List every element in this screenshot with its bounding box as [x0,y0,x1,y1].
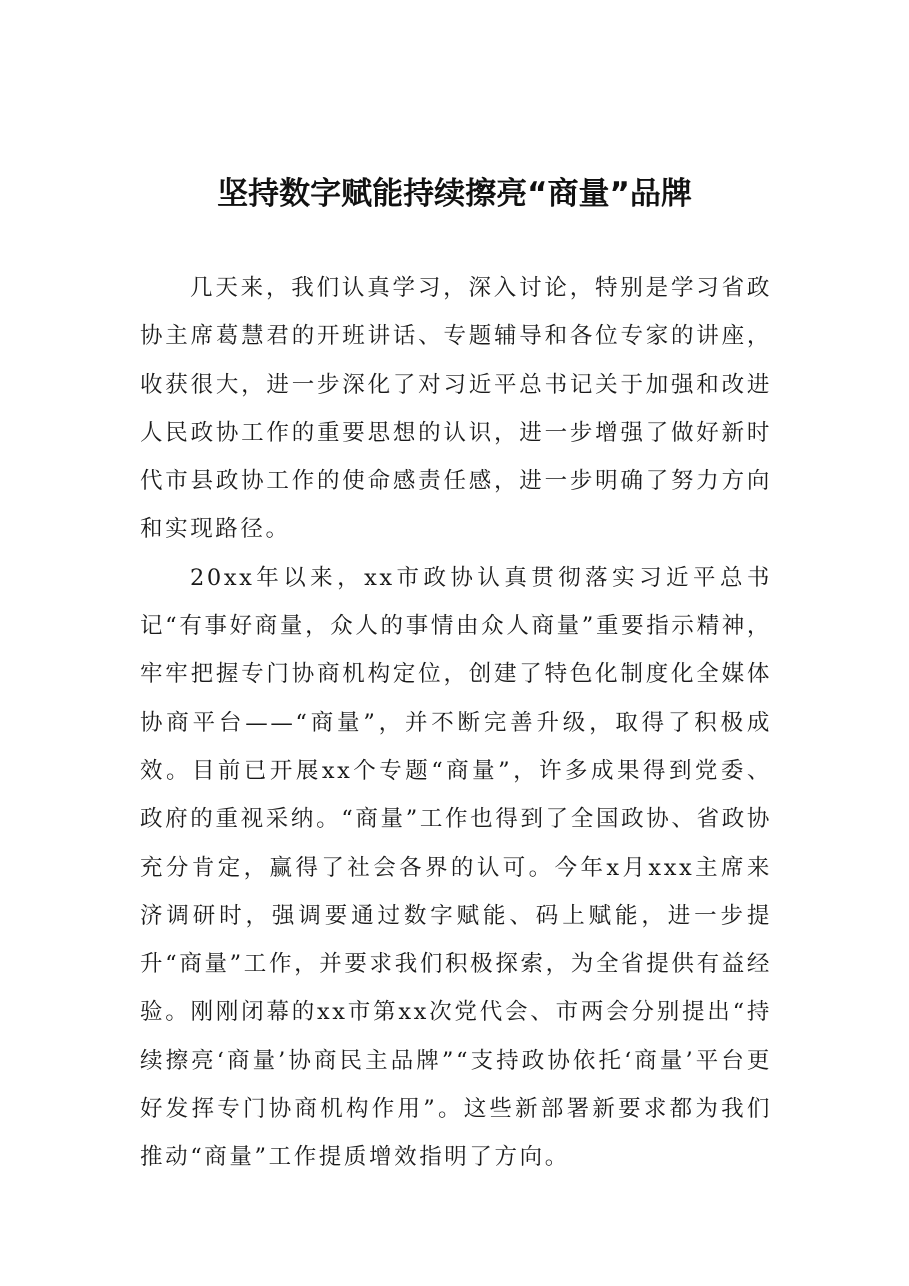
document-title: 坚持数字赋能持续擦亮“商量”品牌 [217,176,692,212]
document-body [140,264,772,1182]
paragraph-background: 20xx年以来，xx市政协认真贯彻落实习近平总书记“有事好商量，众人的事情由众人商量”重要指示精神，牢牢把握专门协商机构定位，创建了特色化制度化全媒体协商平台——“商量”，并不断完善升级，取得了积极成效。目前已开展xx个专题“商量”，许多成果得到党委、政府的重视采纳。“商量”工作也得到了全国政协、省政协充分肯定，赢得了社会各界的认可。今年x月xxx主席来济调研时，强调要通过数字赋能、码上赋能，进一步提升“商量”工作，并要求我们积极探索，为全省提供有益经验。刚刚闭幕的xx市第xx次党代会、市两会分别提出“持续擦亮‘商量’协商民主品牌”“支持政协依托‘商量’平台更好发挥专门协商机构作用”。这些新部署新要求都为我们推动“商量”工作提质增效指明了方向。 [140,564,772,1171]
paragraph-intro: 几天来，我们认真学习，深入讨论，特别是学习省政协主席葛慧君的开班讲话、专题辅导和各位专家的讲座，收获很大，进一步深化了对习近平总书记关于加强和改进人民政协工作的重要思想的认识，进一步增强了做好新时代市县政协工作的使命感责任感，进一步明确了努力方向和实现路径。 [140,275,772,543]
